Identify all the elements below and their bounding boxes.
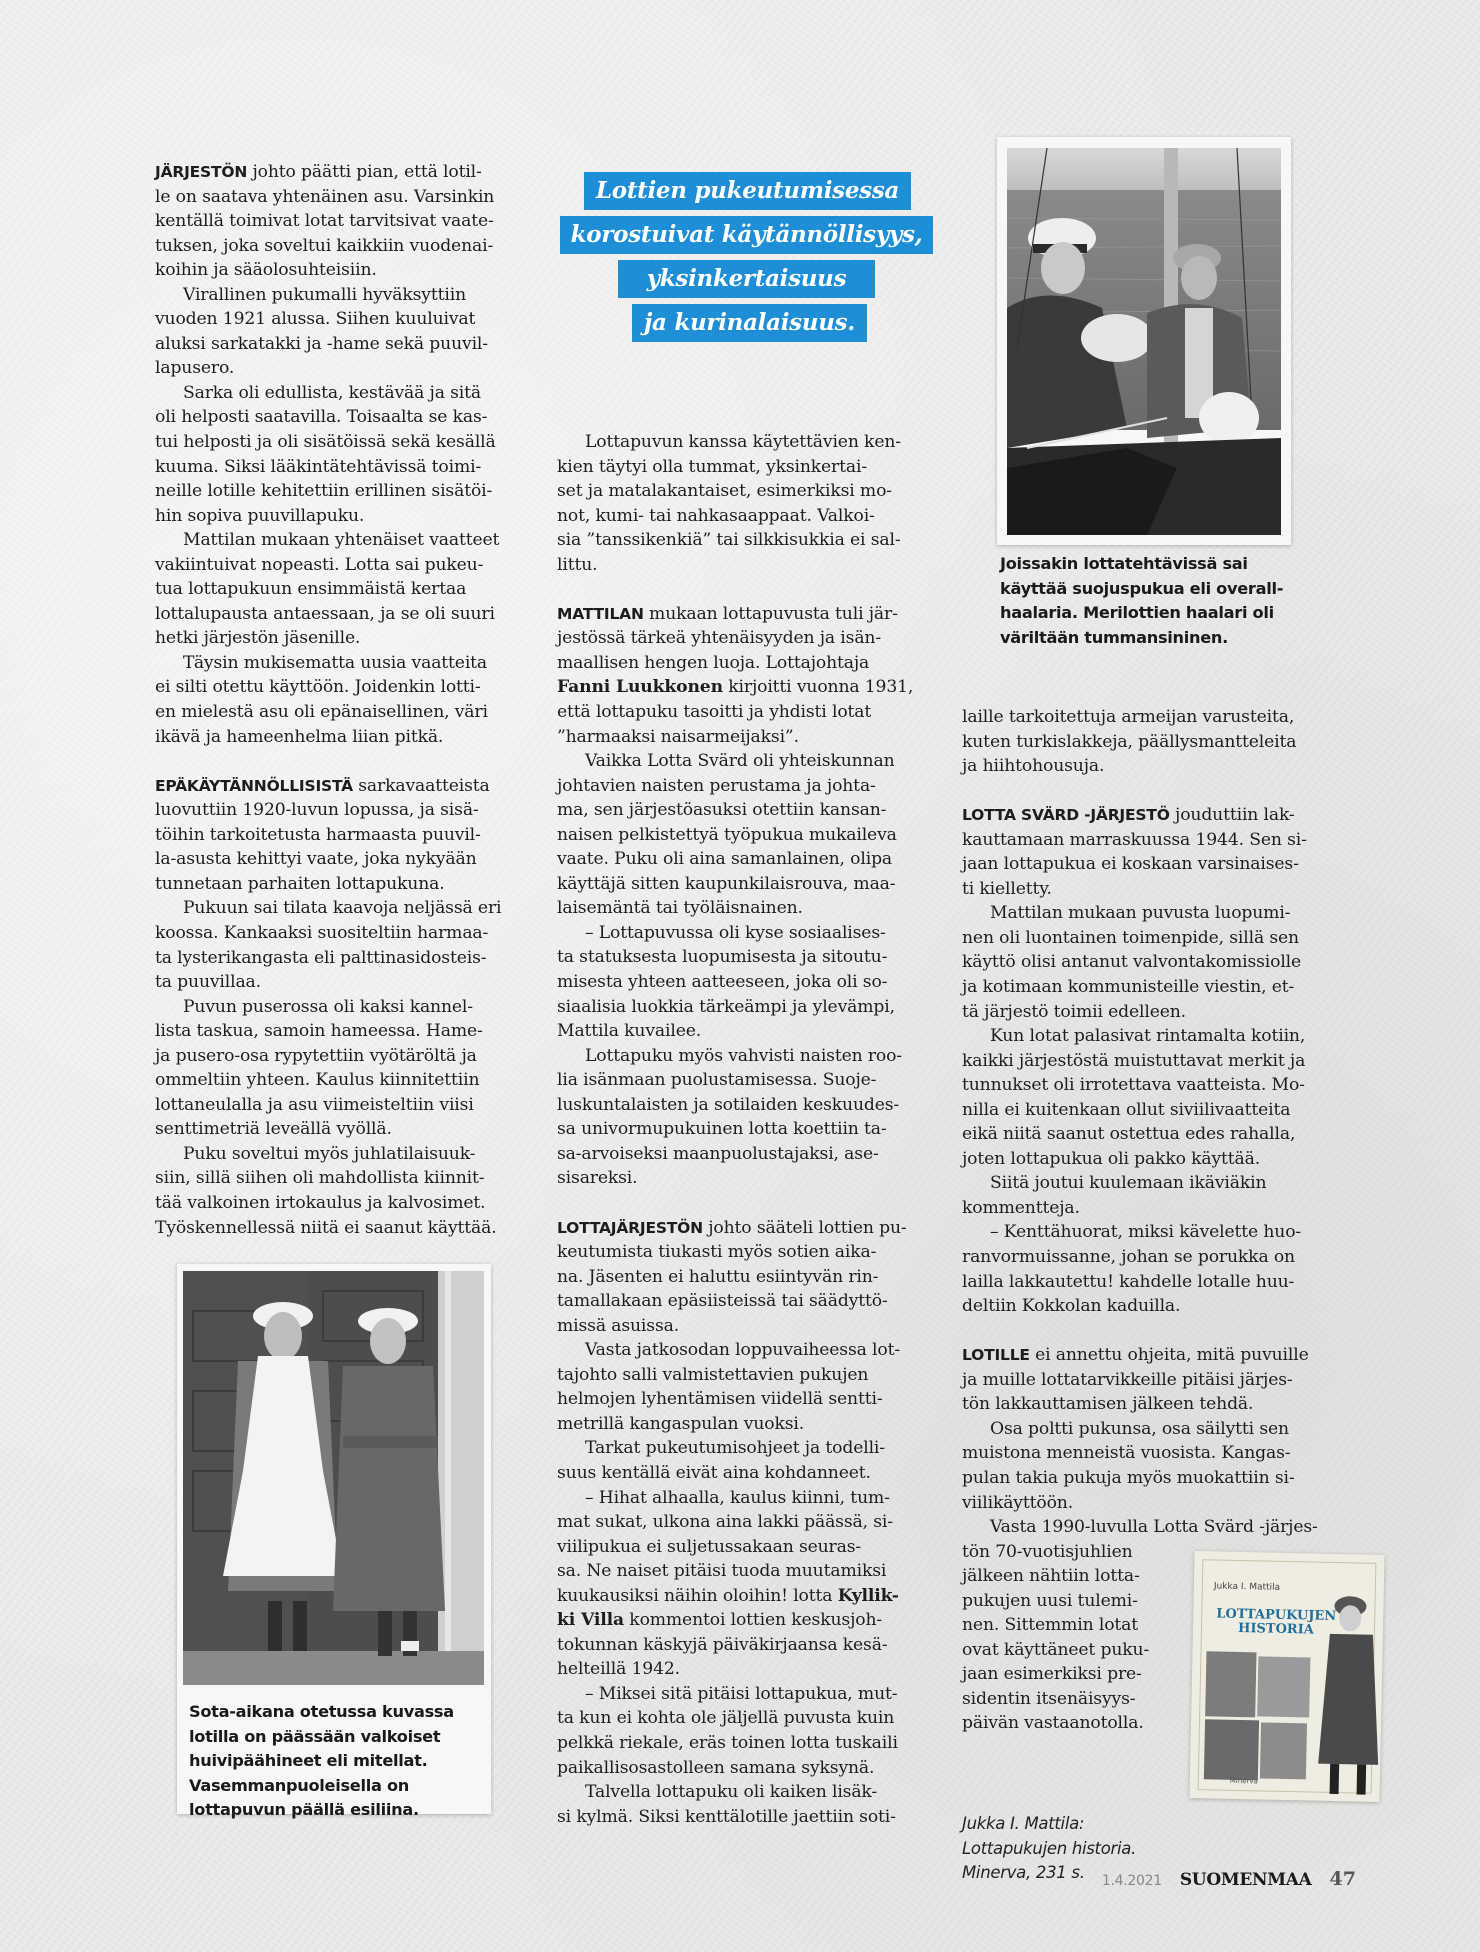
text-line: Mattilan mukaan yhtenäiset vaatteet xyxy=(183,530,500,551)
text-line: sidentin itsenäisyys- xyxy=(962,1688,1136,1709)
text-line: ti kielletty. xyxy=(962,878,1052,899)
book-title-line: HISTORIA xyxy=(1237,1620,1314,1638)
text-line: siaalisia luokkia tärkeämpi ja ylevämpi, xyxy=(557,996,895,1017)
text-line: Sarka oli edullista, kestävää ja sitä xyxy=(183,382,481,403)
text-line: oli helposti saatavilla. Toisaalta se kas- xyxy=(155,407,488,428)
article-column-left xyxy=(155,160,515,1240)
text-line: hin sopiva puuvillapuku. xyxy=(155,505,365,526)
text-line: ta lysterikangasta eli palttinasidosteis- xyxy=(155,947,487,968)
text-line: sarkavaatteista xyxy=(352,775,490,796)
photo-frame-boat xyxy=(997,137,1291,545)
text-line: – Hihat alhaalla, kaulus kiinni, tum- xyxy=(585,1487,890,1508)
text-line: lista taskua, samoin hameessa. Hame- xyxy=(155,1021,483,1042)
text-line: Vaikka Lotta Svärd oli yhteiskunnan xyxy=(585,751,895,772)
text-line: Talvella lottapuku oli kaiken lisäk- xyxy=(585,1782,878,1803)
text-line: tää valkoinen irtokaulus ja kalvosimet. xyxy=(155,1192,486,1213)
text-line: ei annettu ohjeita, mitä puvuille xyxy=(1029,1345,1309,1366)
text-line: – Lottapuvussa oli kyse sosiaalises- xyxy=(585,922,886,943)
text-line: siin, sillä siihen oli mahdollista kiinnit- xyxy=(155,1168,485,1189)
text-line: Kun lotat palasivat rintamalta kotiin, xyxy=(990,1026,1306,1047)
text-line: viilipukua ei suljetussakaan seuras- xyxy=(557,1536,862,1557)
text-line: koossa. Kankaaksi suositeltiin harmaa- xyxy=(155,922,489,943)
text-line: tä järjestö toimii edelleen. xyxy=(962,1001,1186,1022)
pull-quote-line: Lottien pukeutumisessa xyxy=(584,172,911,210)
text-line: Virallinen pukumalli hyväksyttiin xyxy=(183,284,466,305)
text-line: misesta yhteen aatteeseen, joka oli so- xyxy=(557,972,888,993)
text-line: ma, sen järjestöasuksi otettiin kansan- xyxy=(557,800,887,821)
person-name: ki Villa xyxy=(557,1610,624,1631)
text-line: hetki järjestön jäsenille. xyxy=(155,628,361,649)
text-line: lapusero. xyxy=(155,358,235,379)
text-line: littu. xyxy=(557,554,598,575)
text-line: päivän vastaanotolla. xyxy=(962,1713,1144,1734)
pull-quote-line: korostuivat käytännöllisyys, xyxy=(560,216,933,254)
text-line: kentällä toimivat lotat tarvitsivat vaate- xyxy=(155,211,494,232)
page-number: 47 xyxy=(1329,1868,1356,1890)
text-line: set ja matalakantaiset, esimerkiksi mo- xyxy=(557,481,892,502)
text-line: pukujen uusi tulemi- xyxy=(962,1590,1138,1611)
text-line: jestössä tärkeä yhtenäisyyden ja isän- xyxy=(557,628,881,649)
caption-line: huivipäähineet eli mitellat. xyxy=(189,1751,428,1770)
text-line: johto päätti pian, että lotil- xyxy=(247,162,482,182)
text-line: kuten turkislakkeja, päällysmantteleita xyxy=(962,731,1297,752)
text-line: mukaan lottapuvusta tuli jär- xyxy=(643,603,898,624)
book-cover-woman xyxy=(1301,1593,1383,1802)
text-line: Osa poltti pukunsa, osa säilytti sen xyxy=(990,1418,1289,1439)
text-line: vaate. Puku oli aina samanlainen, olipa xyxy=(557,849,893,870)
text-line: koihin ja sääolosuhteisiin. xyxy=(155,260,377,281)
text-line: kuuma. Siksi lääkintätehtävissä toimi- xyxy=(155,456,482,477)
text-line: jouduttiin lak- xyxy=(1169,805,1295,826)
text-line: ja muille lottatarvikkeille pitäisi järjes- xyxy=(962,1369,1293,1390)
caption-line: haalaria. Merilottien haalari oli xyxy=(1000,603,1274,622)
text-line: kirjoitti vuonna 1931, xyxy=(722,677,914,698)
text-line: käyttö olisi antanut valvontakomissiolle xyxy=(962,952,1302,973)
article-column-middle xyxy=(557,430,917,1829)
text-line: sa. Ne naiset pitäisi tuoda muutamiksi xyxy=(557,1561,887,1582)
text-line: luskuntalaisten ja sotilaiden keskuudes- xyxy=(557,1094,900,1115)
text-line: kommentoi lottien keskusjoh- xyxy=(623,1610,883,1631)
text-line: ranvormuissanne, johan se porukka on xyxy=(962,1247,1295,1268)
caption-line: lotilla on päässään valkoiset xyxy=(189,1726,441,1746)
caption-line: Vasemmanpuoleisella on xyxy=(189,1775,409,1795)
book-credit-line: Lottapukujen historia. xyxy=(962,1838,1137,1858)
text-line: tua lottapukuun ensimmäistä kertaa xyxy=(155,579,467,600)
caption-door-photo xyxy=(189,1700,454,1823)
text-line: tön lakkauttamisen jälkeen tehdä. xyxy=(962,1394,1254,1415)
text-line: ta puuvillaa. xyxy=(155,972,261,993)
text-line: vakiintuivat nopeasti. Lotta sai pukeu- xyxy=(155,554,484,575)
text-line: ommeltiin yhteen. Kaulus kiinnitettiin xyxy=(155,1070,480,1091)
book-cover-photo xyxy=(1204,1719,1259,1780)
caption-line: käyttää suojuspukua eli overall- xyxy=(1000,578,1284,598)
text-line: suus kentällä eivät aina kohdanneet. xyxy=(557,1462,871,1483)
text-line: muistona menneistä vuosista. Kangas- xyxy=(962,1443,1291,1464)
text-line: naisen pelkistettyä työpukua mukaileva xyxy=(557,824,897,845)
magazine-name: SUOMENMAA xyxy=(1179,1870,1312,1890)
text-line: kaikki järjestöstä muistuttavat merkit ja xyxy=(962,1050,1306,1071)
text-line: paikallisosastolleen samana syksynä. xyxy=(557,1757,875,1778)
text-line: tamallakaan epäsiisteissä tai säädyttö- xyxy=(557,1291,888,1312)
text-line: helteillä 1942. xyxy=(557,1659,680,1680)
person-name: Kyllik- xyxy=(837,1585,899,1606)
lead-word: LOTTAJÄRJESTÖN xyxy=(557,1218,703,1237)
text-line: Vasta 1990-luvulla Lotta Svärd -järjes- xyxy=(990,1517,1318,1538)
text-line: not, kumi- tai nahkasaappaat. Valkoi- xyxy=(557,505,875,526)
text-line: Puvun puserossa oli kaksi kannel- xyxy=(183,996,473,1017)
text-line: si kylmä. Siksi kenttälotille jaettiin soti- xyxy=(557,1806,896,1827)
text-line: ta statuksesta luopumisesta ja sitoutu- xyxy=(557,947,888,968)
book-author: Jukka I. Mattila xyxy=(1213,1581,1281,1593)
text-line: ”harmaaksi naisarmeijaksi”. xyxy=(557,726,799,747)
text-line: vuoden 1921 alussa. Siihen kuuluivat xyxy=(155,309,476,330)
text-line: että lottapuku tasoitti ja yhdisti lotat xyxy=(557,702,872,723)
text-line: na. Jäsenten ei haluttu esiintyvän rin- xyxy=(557,1266,879,1287)
text-line: kommentteja. xyxy=(962,1197,1080,1218)
text-line: sa-arvoiseksi maanpuolustajaksi, ase- xyxy=(557,1143,879,1164)
person-name: Fanni Luukkonen xyxy=(557,677,723,698)
book-cover xyxy=(1189,1551,1384,1802)
text-line: en mielestä asu oli epänaisellinen, väri xyxy=(155,702,488,723)
text-line: ja hiihtohousuja. xyxy=(962,756,1105,777)
lead-word: MATTILAN xyxy=(557,604,644,623)
text-line: Täysin mukisematta uusia vaatteita xyxy=(183,652,488,673)
text-line: tön 70-vuotisjuhlien xyxy=(962,1541,1133,1562)
book-credit-line: Jukka I. Mattila: xyxy=(962,1814,1085,1833)
text-line: Siitä joutui kuulemaan ikäviäkin xyxy=(990,1173,1267,1194)
lead-word: EPÄKÄYTÄNNÖLLISISTÄ xyxy=(155,776,353,795)
text-line: Lottapuku myös vahvisti naisten roo- xyxy=(585,1045,902,1066)
text-line: kauttamaan marraskuussa 1944. Sen si- xyxy=(962,829,1307,850)
text-line: käyttäjä sitten kaupunkilaisrouva, maa- xyxy=(557,873,896,894)
text-line: keutumista tiukasti myös sotien aika- xyxy=(557,1242,877,1263)
text-line: Tarkat pukeutumisohjeet ja todelli- xyxy=(585,1438,885,1459)
text-line: ta kun ei kohta ole jäljellä puvusta kuin xyxy=(557,1708,895,1729)
text-line: neille lotille kehitettiin erillinen sisätöi- xyxy=(155,481,493,502)
text-line: Mattila kuvailee. xyxy=(557,1021,702,1042)
text-line: pulan takia pukuja myös muokattiin si- xyxy=(962,1467,1295,1488)
text-line: deltiin Kokkolan kaduilla. xyxy=(962,1296,1181,1317)
text-line: ei silti otettu käyttöön. Joidenkin lotti- xyxy=(155,677,481,698)
caption-line: Joissakin lottatehtävissä sai xyxy=(1000,554,1248,573)
text-line: jälkeen nähtiin lotta- xyxy=(962,1566,1140,1587)
text-line: jaan esimerkiksi pre- xyxy=(962,1664,1142,1685)
text-line: ja kotimaan kommunisteille viestin, et- xyxy=(962,977,1295,998)
caption-line: Sota-aikana otetussa kuvassa xyxy=(189,1702,454,1721)
text-line: töihin tarkoitetusta harmaasta puuvil- xyxy=(155,824,481,845)
photo-lottas-on-boat xyxy=(1007,148,1281,535)
text-line: kien täytyi olla tummat, yksinkertai- xyxy=(557,456,867,477)
caption-line: lottapuvun päällä esiliina. xyxy=(189,1800,419,1819)
text-line: tuksen, joka soveltui kaikkiin vuodenai- xyxy=(155,235,494,256)
text-line: tunnukset oli irrotettava vaatteista. Mo- xyxy=(962,1075,1305,1096)
text-line: le on saatava yhtenäinen asu. Varsinkin xyxy=(155,186,495,207)
book-publisher: Minerva xyxy=(1229,1776,1258,1786)
text-line: lailla lakkautettu! kahdelle lotalle huu- xyxy=(962,1271,1295,1292)
text-line: viilikäyttöön. xyxy=(962,1492,1074,1513)
text-line: tunnetaan parhaiten lottapukuna. xyxy=(155,873,445,894)
text-line: lottaneulalla ja asu viimeisteltiin viisi xyxy=(155,1094,474,1115)
text-line: Puku soveltui myös juhlatilaisuuk- xyxy=(183,1143,476,1164)
lead-word: JÄRJESTÖN xyxy=(155,163,248,181)
text-line: Lottapuvun kanssa käytettävien ken- xyxy=(585,432,901,452)
text-line: missä asuissa. xyxy=(557,1315,680,1336)
text-line: laisemäntä tai työläisnainen. xyxy=(557,898,803,919)
text-line: kuukausiksi näihin oloihin! lotta xyxy=(557,1585,838,1606)
text-line: sia ”tanssikenkiä” tai silkkisukkia ei sal- xyxy=(557,530,901,551)
text-line: lottalupausta antaessaan, ja se oli suuri xyxy=(155,603,495,624)
text-line: tui helposti ja oli sisätöissä sekä kesällä xyxy=(155,432,496,453)
lead-word: LOTTA SVÄRD -JÄRJESTÖ xyxy=(962,806,1170,825)
text-line: jaan lottapukua ei koskaan varsinaises- xyxy=(962,854,1299,875)
text-line: tokunnan käskyjä päiväkirjaansa kesä- xyxy=(557,1634,888,1655)
text-line: sa univormupukuinen lotta koettiin ta- xyxy=(557,1119,887,1140)
text-line: senttimetriä leveällä vyöllä. xyxy=(155,1119,392,1140)
text-line: nen. Sittemmin lotat xyxy=(962,1615,1139,1636)
text-line: laille tarkoitettuja armeijan varusteita, xyxy=(962,707,1295,727)
text-line: Työskennellessä niitä ei saanut käyttää. xyxy=(155,1217,497,1238)
text-line: – Kenttähuorat, miksi kävelette huo- xyxy=(990,1222,1302,1243)
text-line: Vasta jatkosodan loppuvaiheessa lot- xyxy=(585,1340,901,1361)
text-line: nilla ei kuitenkaan ollut siviilivaatteita xyxy=(962,1099,1291,1120)
text-line: nen oli luontainen toimenpide, sillä sen xyxy=(962,927,1299,948)
text-line: johtavien naisten perustama ja johta- xyxy=(557,775,876,796)
text-line: ovat käyttäneet puku- xyxy=(962,1639,1150,1660)
text-line: johto sääteli lottien pu- xyxy=(702,1217,907,1238)
page-footer xyxy=(1102,1868,1356,1890)
text-line: eikä niitä saanut ostettua edes rahalla, xyxy=(962,1124,1296,1145)
text-line: lia isänmaan puolustamisessa. Suoje- xyxy=(557,1070,877,1091)
text-line: pelkkä riekale, eräs toinen lotta tuskaili xyxy=(557,1732,898,1753)
text-line: metrillä kangaspulan vuoksi. xyxy=(557,1413,805,1434)
text-line: – Miksei sitä pitäisi lottapukua, mut- xyxy=(585,1683,898,1704)
photo-frame-door xyxy=(177,1264,491,1819)
text-line: ikävä ja hameenhelma liian pitkä. xyxy=(155,726,444,747)
book-title-line: LOTTAPUKUJEN xyxy=(1216,1606,1337,1625)
text-line: la-asusta kehittyi vaate, joka nykyään xyxy=(155,849,477,870)
caption-boat-photo xyxy=(1000,552,1283,650)
text-line: tajohto salli valmistettavien pukujen xyxy=(557,1364,869,1385)
text-line: sisareksi. xyxy=(557,1168,638,1189)
pull-quote-line: yksinkertaisuus xyxy=(618,260,875,298)
pull-quote-line: ja kurinalaisuus. xyxy=(632,304,867,342)
text-line: aluksi sarkatakki ja -hame sekä puuvil- xyxy=(155,333,488,354)
book-cover-photo xyxy=(1205,1651,1256,1717)
text-line: mat sukat, ulkona aina lakki päässä, si- xyxy=(557,1512,893,1533)
issue-date: 1.4.2021 xyxy=(1101,1873,1162,1889)
caption-line: väriltään tummansininen. xyxy=(1000,627,1228,647)
book-cover-photo xyxy=(1260,1722,1307,1779)
lead-word: LOTILLE xyxy=(962,1346,1030,1365)
text-line: helmojen lyhentämisen viidellä sentti- xyxy=(557,1389,883,1410)
text-line: luovuttiin 1920-luvun lopussa, ja sisä- xyxy=(155,800,479,821)
text-line: ja pusero-osa rypytettiin vyötäröltä ja xyxy=(155,1045,477,1066)
text-line: Mattilan mukaan puvusta luopumi- xyxy=(990,903,1291,924)
text-line: joten lottapukua oli pakko käyttää. xyxy=(962,1148,1261,1169)
text-line: Pukuun sai tilata kaavoja neljässä eri xyxy=(183,898,502,919)
book-credit-line: Minerva, 231 s. xyxy=(962,1863,1085,1882)
text-line: maallisen hengen luoja. Lottajohtaja xyxy=(557,652,870,673)
photo-lottas-at-door xyxy=(183,1271,484,1685)
